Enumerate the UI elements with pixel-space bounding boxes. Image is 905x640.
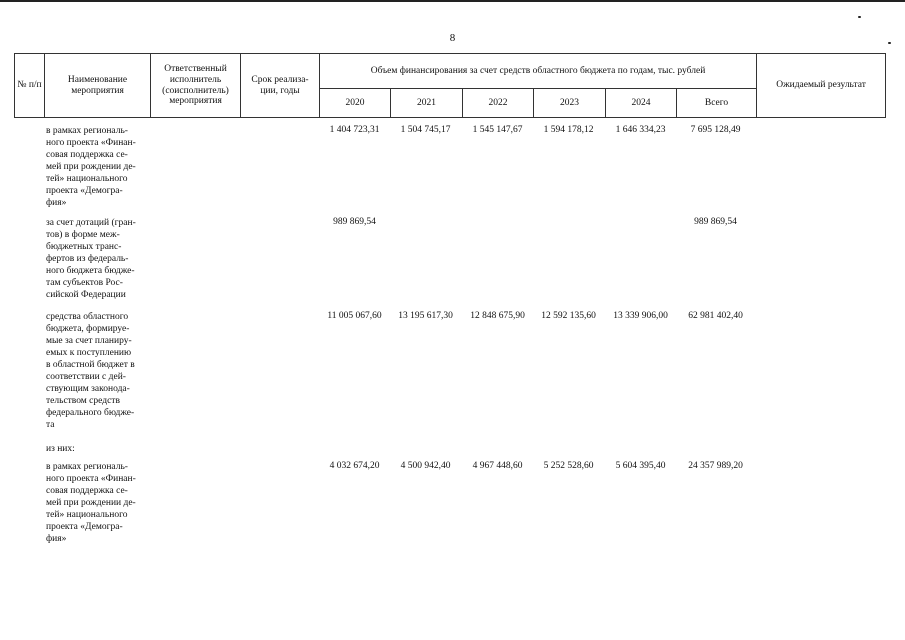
value-2023: 1 594 178,12	[543, 125, 594, 135]
value-2020: 989 869,54	[333, 217, 376, 227]
value-2023: 12 592 135,60	[541, 311, 596, 321]
header-year: 2020	[320, 89, 391, 118]
value-2022: 12 848 675,90	[470, 311, 525, 321]
row-name: в рамках региональ- ного проекта «Финан- совая поддержка се- мей при рождении де- тей» национального проекта «Демогра- фия»	[46, 126, 136, 208]
value-2020: 1 404 723,31	[329, 125, 380, 135]
value-2022: 1 545 147,67	[472, 125, 523, 135]
value-2021: 13 195 617,30	[398, 311, 453, 321]
header-year: 2021	[391, 89, 463, 118]
header-result: Ожидаемый результат	[757, 54, 886, 118]
value-2024: 1 646 334,23	[615, 125, 666, 135]
value-total: 24 357 989,20	[688, 461, 743, 471]
value-2020: 4 032 674,20	[329, 461, 380, 471]
value-2024: 13 339 906,00	[613, 311, 668, 321]
row-name: средства областного бюджета, формируе- мые за счет планиру- емых к поступлению в областной бюджет в соответствии с дей- ствующим законода- тельством средств федерального бюдже- та	[46, 312, 135, 430]
value-2021: 4 500 942,40	[400, 461, 451, 471]
row-name: за счет дотаций (гран- тов) в форме меж- бюджетных транс- фертов из федераль- ного бюджета бюдже- там субъектов Рос- сийской Федерации	[46, 218, 136, 300]
value-2024: 5 604 395,40	[615, 461, 666, 471]
value-total: 62 981 402,40	[688, 311, 743, 321]
value-2023: 5 252 528,60	[543, 461, 594, 471]
header-num: № п/п	[15, 54, 45, 118]
top-rule	[0, 0, 905, 2]
header-name: Наименование мероприятия	[45, 54, 151, 118]
header-term: Срок реализа- ции, годы	[241, 54, 320, 118]
value-2020: 11 005 067,60	[327, 311, 382, 321]
value-total: 7 695 128,49	[690, 125, 741, 135]
value-2022: 4 967 448,60	[472, 461, 523, 471]
row-name: в рамках региональ- ного проекта «Финан- совая поддержка се- мей при рождении де- тей» национального проекта «Демогра- фия»	[46, 462, 136, 544]
header-year: 2024	[606, 89, 677, 118]
page-number: 8	[449, 32, 456, 44]
header-year: 2022	[463, 89, 534, 118]
row-name: из них:	[46, 444, 75, 454]
header-total: Всего	[677, 89, 757, 118]
header-funding: Объем финансирования за счет средств областного бюджета по годам, тыс. рублей	[320, 54, 757, 89]
header-year: 2023	[534, 89, 606, 118]
header-responsible: Ответственный исполнитель (соисполнитель) мероприятия	[151, 54, 241, 118]
value-total: 989 869,54	[694, 217, 737, 227]
scan-speck	[858, 16, 861, 18]
value-2021: 1 504 745,17	[400, 125, 451, 135]
table-header	[14, 53, 886, 118]
